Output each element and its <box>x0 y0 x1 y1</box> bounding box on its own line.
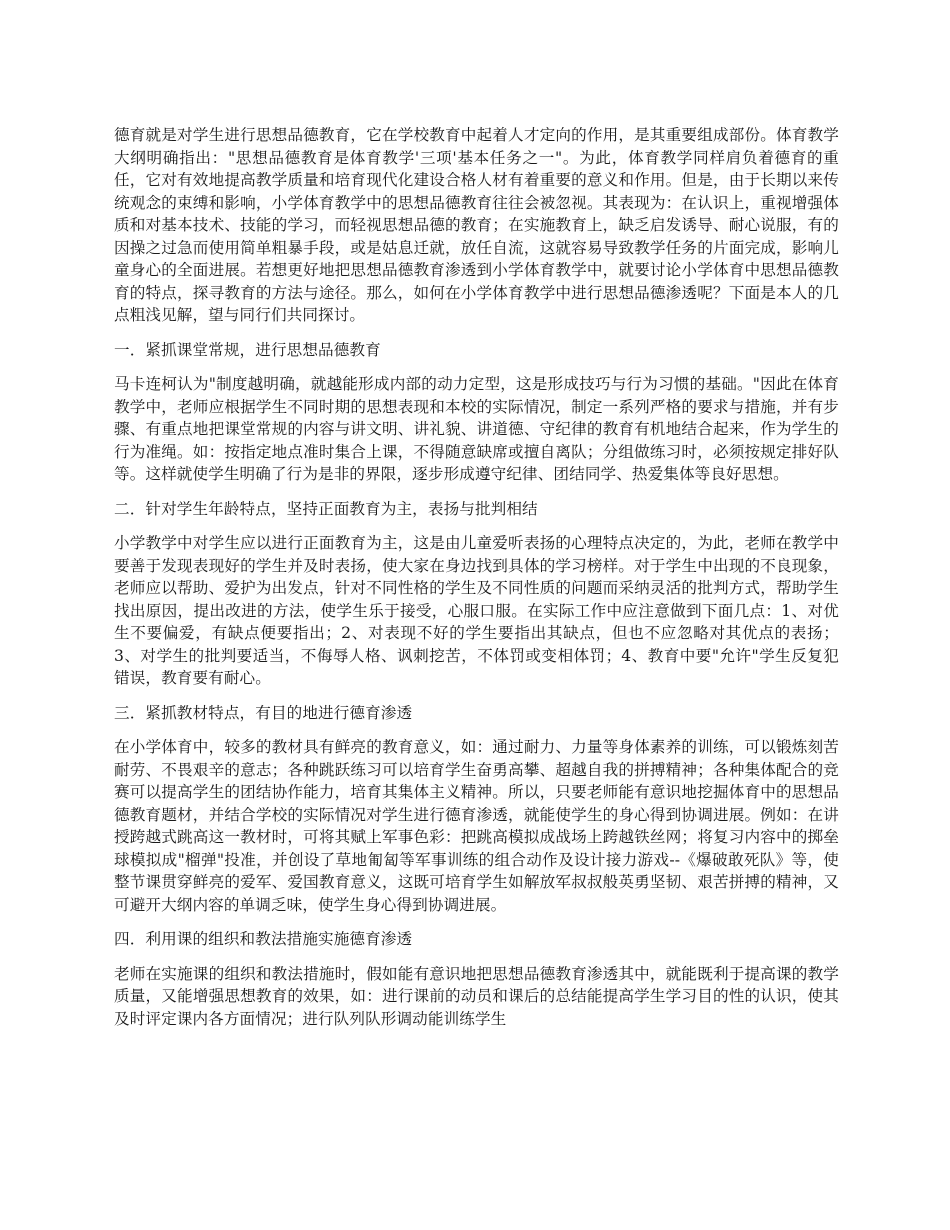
section-1-paragraph: 马卡连柯认为"制度越明确，就越能形成内部的动力定型，这是形成技巧与行为习惯的基础。"因此在体育教学中，老师应根据学生不同时期的思想表现和本校的实际情况，制定一系列严格的要求与措施，并有步骤、有重点地把课堂常规的内容与讲文明、讲礼貌、讲道德、守纪律的教育有机地结合起来，作为学生的行为准绳。如：按指定地点准时集合上课，不得随意缺席或擅自离队；分组做练习时，必须按规定排好队等。这样就使学生明确了行为是非的界限，逐步形成遵守纪律、团结同学、热爱集体等良好思想。 <box>114 375 839 483</box>
section-heading-3: 三．紧抓教材特点，有目的地进行德育渗透 <box>114 703 413 722</box>
section-heading-1: 一．紧抓课堂常规，进行思想品德教育 <box>114 340 381 359</box>
intro-paragraph: 德育就是对学生进行思想品德教育，它在学校教育中起着人才定向的作用，是其重要组成部份。体育教学大纲明确指出："思想品德教育是体育教学'三项'基本任务之一"。为此，体育教学同样肩负着德育的重任，它对有效地提高教学质量和培育现代化建设合格人材有着重要的意义和作用。但是，由于长期以来传统观念的束缚和影响，小学体育教学中的思想品德教育往往会被忽视。其表现为：在认识上，重视增强体质和对基本技术、技能的学习，而轻视思想品德的教育；在实施教育上，缺乏启发诱导、耐心说服，有的因操之过急而使用简单粗暴手段，或是姑息迁就，放任自流，这就容易导致教学任务的片面完成，影响儿童身心的全面进展。若想更好地把思想品德教育渗透到小学体育教学中，就要讨论小学体育中思想品德教育的特点，探寻教育的方法与途径。那么，如何在小学体育教学中进行思想品德渗透呢？下面是本人的几点粗浅见解，望与同行们共同探讨。 <box>114 126 839 324</box>
section-heading-2: 二．针对学生年龄特点，坚持正面教育为主，表扬与批判相结 <box>114 499 538 518</box>
section-heading-4: 四．利用课的组织和教法措施实施德育渗透 <box>114 930 413 948</box>
document-body <box>114 124 839 1042</box>
section-4-paragraph: 老师在实施课的组织和教法措施时，假如能有意识地把思想品德教育渗透其中，就能既利于提高课的教学质量，又能增强思想教育的效果，如：进行课前的动员和课后的总结能提高学生学习目的性的认识，使其及时评定课内各方面情况；进行队列队形调动能训练学生 <box>114 964 839 1028</box>
section-3-paragraph: 在小学体育中，较多的教材具有鲜亮的教育意义，如：通过耐力、力量等身体素养的训练，可以锻炼刻苦耐劳、不畏艰辛的意志；各种跳跃练习可以培育学生奋勇高攀、超越自我的拼搏精神；各种集体配合的竞赛可以提高学生的团结协作能力，培育其集体主义精神。所以，只要老师能有意识地挖掘体育中的思想品德教育题材，并结合学校的实际情况对学生进行德育渗透，就能使学生的身心得到协调进展。例如：在讲授跨越式跳高这一教材时，可将其赋上军事色彩：把跳高模拟成战场上跨越铁丝网；将复习内容中的掷垒球模拟成"榴弹"投准，并创设了草地匍匐等军事训练的组合动作及设计接力游戏--《爆破敢死队》等，使整节课贯穿鲜亮的爱军、爱国教育意义，这既可培育学生如解放军叔叔般英勇坚韧、艰苦拼搏的精神，又可避开大纲内容的单调乏味，使学生身心得到协调进展。 <box>114 738 839 914</box>
section-2-paragraph: 小学教学中对学生应以进行正面教育为主，这是由儿童爱听表扬的心理特点决定的，为此，老师在教学中要善于发现表现好的学生并及时表扬，使大家在身边找到具体的学习榜样。对于学生中出现的不良现象，老师应以帮助、爱护为出发点，针对不同性格的学生及不同性质的问题而采纳灵活的批判方式，帮助学生找出原因，提出改进的方法，使学生乐于接受，心服口服。在实际工作中应注意做到下面几点：1、对优生不要偏爱，有缺点便要指出；2、对表现不好的学生要指出其缺点，但也不应忽略对其优点的表扬；3、对学生的批判要适当，不侮辱人格、讽刺挖苦，不体罚或变相体罚；4、教育中要"允许"学生反复犯错误，教育要有耐心。 <box>114 534 839 687</box>
